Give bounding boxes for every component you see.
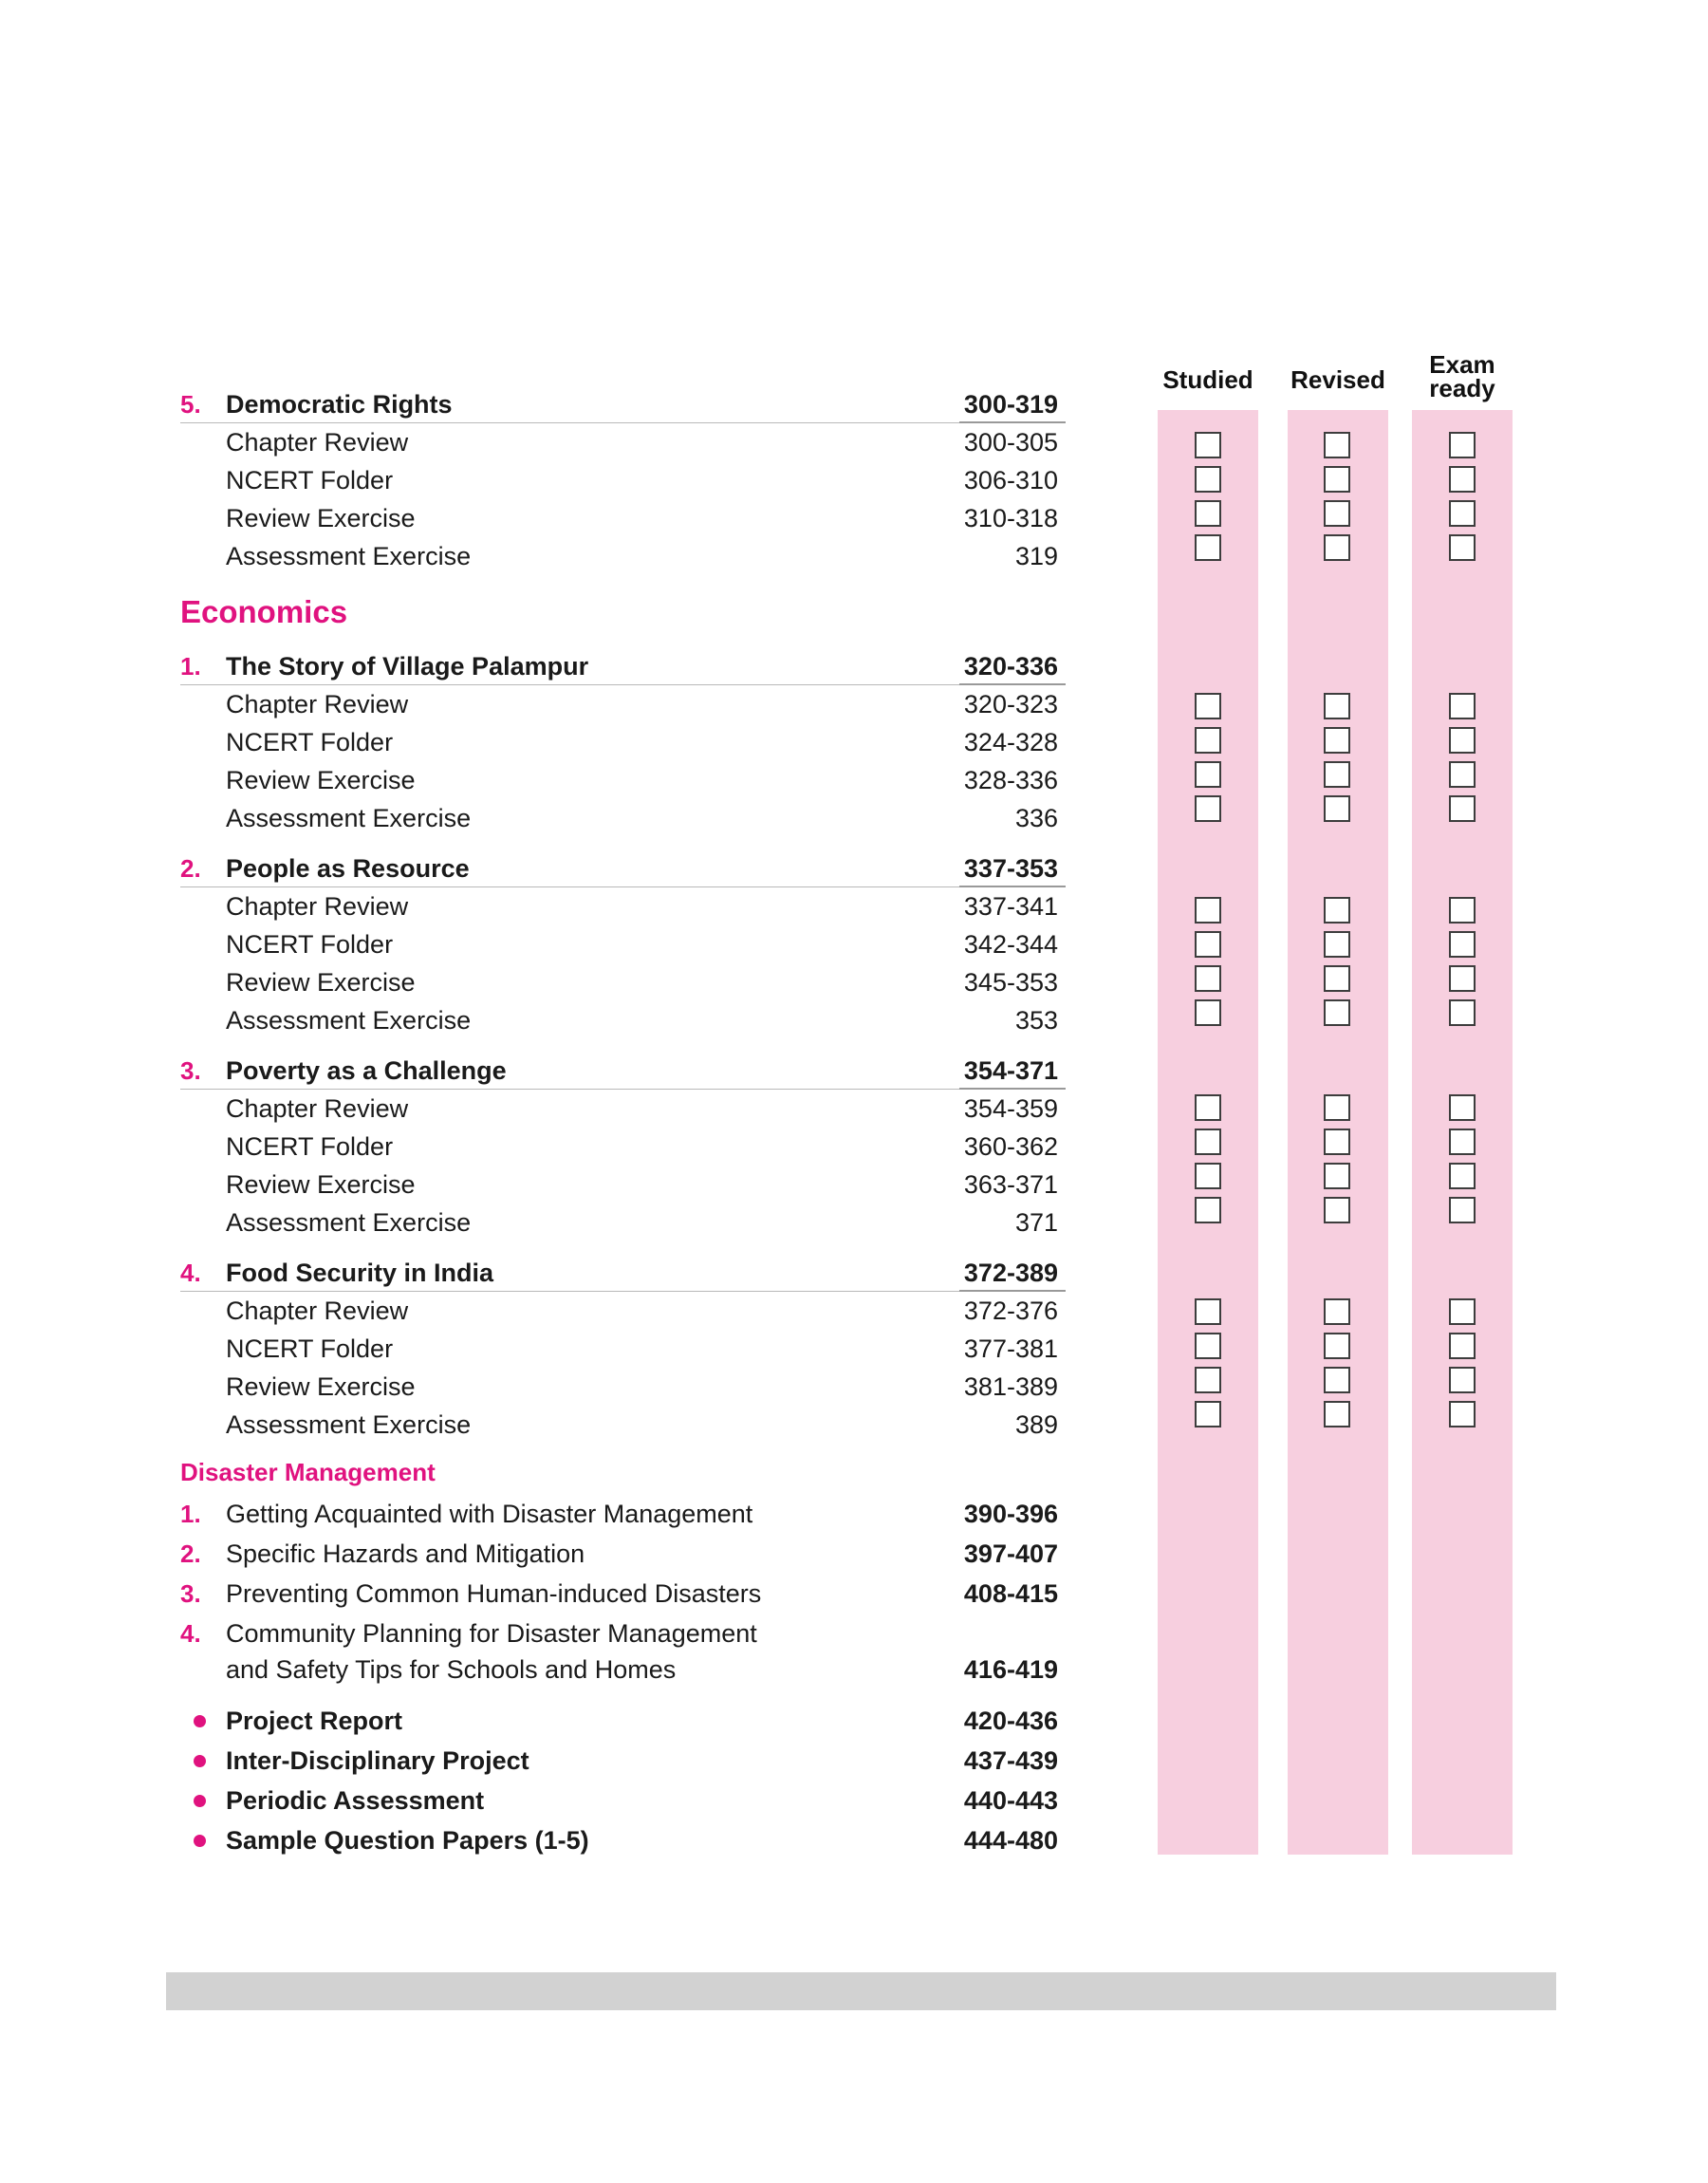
subsection-pages: 328-336 [963, 766, 1058, 794]
subsection-pages: 354-359 [963, 1094, 1058, 1123]
dm-item-pages: 390-396 [963, 1500, 1058, 1528]
subsection-label: Assessment Exercise [226, 1208, 472, 1237]
exam-ready-checkbox[interactable] [1449, 1298, 1476, 1325]
disaster-management-heading: Disaster Management [180, 1458, 436, 1486]
exam-ready-checkbox[interactable] [1449, 727, 1476, 754]
exam-ready-checkbox[interactable] [1449, 897, 1476, 924]
chapter-pages: 354-371 [963, 1056, 1058, 1085]
subsection-row [180, 1292, 1058, 1330]
extra-pages: 437-439 [963, 1746, 1058, 1775]
exam-ready-checkbox[interactable] [1449, 534, 1476, 561]
studied-checkbox[interactable] [1195, 931, 1221, 958]
exam-ready-checkbox[interactable] [1449, 693, 1476, 719]
subsection-label: Chapter Review [226, 690, 409, 718]
extra-pages: 444-480 [963, 1826, 1058, 1855]
subsection-label: Review Exercise [226, 1170, 416, 1199]
studied-checkbox[interactable] [1195, 795, 1221, 822]
subsection-row [180, 499, 1058, 537]
subsection-label: NCERT Folder [226, 1334, 394, 1363]
subsection-pages: 345-353 [963, 968, 1058, 997]
subsection-label: Chapter Review [226, 428, 409, 457]
subsection-pages: 353 [1014, 1006, 1058, 1035]
studied-checkbox[interactable] [1195, 1094, 1221, 1121]
chapter-number: 5. [180, 390, 201, 419]
subsection-pages: 336 [1014, 804, 1058, 832]
chapter-number: 3. [180, 1056, 201, 1085]
revised-checkbox[interactable] [1324, 727, 1350, 754]
subsection-pages: 360-362 [963, 1132, 1058, 1161]
subsection-label: Assessment Exercise [226, 542, 472, 570]
revised-header: Revised [1290, 365, 1385, 394]
dm-item-pages: 397-407 [963, 1539, 1058, 1568]
revised-checkbox[interactable] [1324, 1129, 1350, 1155]
subsection-label: Review Exercise [226, 1372, 416, 1401]
subsection-pages: 342-344 [963, 930, 1058, 959]
exam-ready-checkbox[interactable] [1449, 931, 1476, 958]
subsection-row [180, 799, 1058, 837]
extra-row [180, 1742, 1058, 1780]
studied-checkbox[interactable] [1195, 1298, 1221, 1325]
studied-checkbox[interactable] [1195, 999, 1221, 1026]
subsection-row [180, 1166, 1058, 1203]
subsection-pages: 377-381 [963, 1334, 1058, 1363]
subsection-label: NCERT Folder [226, 1132, 394, 1161]
revised-checkbox[interactable] [1324, 1094, 1350, 1121]
extra-title: Periodic Assessment [226, 1786, 485, 1815]
subsection-row [180, 963, 1058, 1001]
subsection-pages: 320-323 [963, 690, 1058, 718]
chapter-number: 1. [180, 652, 201, 681]
revised-checkbox[interactable] [1324, 897, 1350, 924]
studied-checkbox[interactable] [1195, 693, 1221, 719]
studied-checkbox[interactable] [1195, 1197, 1221, 1223]
subsection-pages: 300-305 [963, 428, 1058, 457]
studied-checkbox[interactable] [1195, 1129, 1221, 1155]
chapter-row [180, 1254, 1058, 1292]
dm-item-row [180, 1614, 1058, 1690]
exam-ready-checkbox[interactable] [1449, 1367, 1476, 1393]
dm-item-pages: 416-419 [963, 1655, 1058, 1684]
chapter-pages: 300-319 [963, 390, 1058, 419]
subsection-row [180, 1090, 1058, 1128]
extra-title: Project Report [226, 1707, 403, 1735]
subsection-row [180, 887, 1058, 925]
studied-checkbox[interactable] [1195, 897, 1221, 924]
revised-checkbox[interactable] [1324, 931, 1350, 958]
subsection-row [180, 1001, 1058, 1039]
subsection-row [180, 461, 1058, 499]
footer-bar [166, 1972, 1556, 2010]
exam-ready-checkbox[interactable] [1449, 999, 1476, 1026]
exam-ready-header-line2: ready [1429, 374, 1495, 402]
exam-ready-checkbox[interactable] [1449, 1333, 1476, 1359]
subsection-label: NCERT Folder [226, 466, 394, 494]
dm-item-row [180, 1535, 1058, 1573]
exam-ready-checkbox[interactable] [1449, 1129, 1476, 1155]
dm-item-title: Community Planning for Disaster Management [226, 1619, 757, 1648]
subsection-pages: 324-328 [963, 728, 1058, 756]
bullet-icon [194, 1795, 206, 1807]
revised-checkbox[interactable] [1324, 965, 1350, 992]
studied-checkbox[interactable] [1195, 965, 1221, 992]
chapter-pages: 320-336 [963, 652, 1058, 681]
chapter-number: 2. [180, 854, 201, 883]
dm-item-title: Getting Acquainted with Disaster Management [226, 1500, 753, 1528]
revised-checkbox[interactable] [1324, 466, 1350, 493]
subsection-label: Review Exercise [226, 766, 416, 794]
chapter-title: Democratic Rights [226, 390, 453, 419]
subsection-label: NCERT Folder [226, 930, 394, 959]
subsection-pages: 363-371 [963, 1170, 1058, 1199]
subsection-row [180, 537, 1058, 575]
exam-ready-header-line1: Exam [1429, 350, 1495, 379]
subsection-label: Assessment Exercise [226, 1006, 472, 1035]
extra-row [180, 1821, 1058, 1859]
extra-row [180, 1702, 1058, 1740]
chapter-row [180, 1052, 1058, 1090]
chapter-title: The Story of Village Palampur [226, 652, 589, 681]
subsection-pages: 372-376 [963, 1297, 1058, 1325]
studied-checkbox[interactable] [1195, 1367, 1221, 1393]
subsection-pages: 306-310 [963, 466, 1058, 494]
dm-item-title: Preventing Common Human-induced Disasters [226, 1579, 762, 1608]
extra-row [180, 1782, 1058, 1819]
chapter-pages: 372-389 [963, 1259, 1058, 1287]
chapter-row [180, 849, 1058, 887]
subsection-pages: 319 [1014, 542, 1058, 570]
dm-item-number: 2. [180, 1539, 201, 1568]
extra-title: Sample Question Papers (1-5) [226, 1826, 589, 1855]
dm-item-pages: 408-415 [963, 1579, 1058, 1608]
subsection-row [180, 761, 1058, 799]
chapter-title: Food Security in India [226, 1259, 494, 1287]
chapter-title: Poverty as a Challenge [226, 1056, 507, 1085]
revised-checkbox[interactable] [1324, 500, 1350, 527]
studied-checkbox[interactable] [1195, 1333, 1221, 1359]
extra-title: Inter-Disciplinary Project [226, 1746, 529, 1775]
bullet-icon [194, 1755, 206, 1767]
exam-ready-checkbox[interactable] [1449, 1197, 1476, 1223]
revised-checkbox[interactable] [1324, 1367, 1350, 1393]
subsection-pages: 337-341 [963, 892, 1058, 921]
revised-checkbox[interactable] [1324, 761, 1350, 788]
dm-item-number: 4. [180, 1619, 201, 1648]
subsection-label: Chapter Review [226, 892, 409, 921]
dm-item-row [180, 1575, 1058, 1613]
dm-item-title: Specific Hazards and Mitigation [226, 1539, 585, 1568]
exam-ready-checkbox[interactable] [1449, 432, 1476, 458]
dm-item-row [180, 1495, 1058, 1533]
bullet-icon [194, 1715, 206, 1727]
revised-checkbox[interactable] [1324, 795, 1350, 822]
exam-ready-checkbox[interactable] [1449, 761, 1476, 788]
studied-checkbox[interactable] [1195, 534, 1221, 561]
extra-pages: 440-443 [963, 1786, 1058, 1815]
subsection-label: Assessment Exercise [226, 1410, 472, 1439]
exam-ready-checkbox[interactable] [1449, 1094, 1476, 1121]
studied-checkbox[interactable] [1195, 500, 1221, 527]
chapter-pages: 337-353 [963, 854, 1058, 883]
revised-checkbox[interactable] [1324, 1401, 1350, 1427]
dm-item-number: 3. [180, 1579, 201, 1608]
subsection-pages: 310-318 [963, 504, 1058, 532]
subsection-row [180, 1128, 1058, 1166]
exam-ready-checkbox[interactable] [1449, 965, 1476, 992]
subsection-pages: 381-389 [963, 1372, 1058, 1401]
exam-ready-checkbox[interactable] [1449, 1401, 1476, 1427]
subsection-row [180, 1203, 1058, 1241]
subsection-row [180, 423, 1058, 461]
studied-checkbox[interactable] [1195, 466, 1221, 493]
chapter-row [180, 385, 1058, 423]
revised-checkbox[interactable] [1324, 1298, 1350, 1325]
subsection-label: Review Exercise [226, 504, 416, 532]
studied-checkbox[interactable] [1195, 1401, 1221, 1427]
studied-checkbox[interactable] [1195, 1163, 1221, 1189]
subsection-pages: 389 [1014, 1410, 1058, 1439]
studied-checkbox[interactable] [1195, 432, 1221, 458]
dm-item-number: 1. [180, 1500, 201, 1528]
revised-checkbox[interactable] [1324, 693, 1350, 719]
exam-ready-checkbox[interactable] [1449, 795, 1476, 822]
chapter-row [180, 647, 1058, 685]
exam-ready-checkbox[interactable] [1449, 1163, 1476, 1189]
extra-pages: 420-436 [963, 1707, 1058, 1735]
revised-checkbox[interactable] [1324, 534, 1350, 561]
subsection-pages: 371 [1014, 1208, 1058, 1237]
studied-checkbox[interactable] [1195, 727, 1221, 754]
studied-checkbox[interactable] [1195, 761, 1221, 788]
subsection-row [180, 1406, 1058, 1444]
chapter-title: People as Resource [226, 854, 470, 883]
subsection-row [180, 925, 1058, 963]
subsection-label: Review Exercise [226, 968, 416, 997]
exam-ready-header [1396, 350, 1529, 402]
bullet-icon [194, 1835, 206, 1847]
exam-ready-checkbox[interactable] [1449, 466, 1476, 493]
revised-checkbox[interactable] [1324, 1197, 1350, 1223]
subsection-row [180, 1368, 1058, 1406]
subsection-row [180, 1330, 1058, 1368]
revised-checkbox[interactable] [1324, 1163, 1350, 1189]
exam-ready-checkbox[interactable] [1449, 500, 1476, 527]
subsection-label: Assessment Exercise [226, 804, 472, 832]
subsection-row [180, 723, 1058, 761]
revised-checkbox[interactable] [1324, 1333, 1350, 1359]
subsection-row [180, 685, 1058, 723]
economics-heading: Economics [180, 594, 348, 629]
subsection-label: Chapter Review [226, 1094, 409, 1123]
subsection-label: Chapter Review [226, 1297, 409, 1325]
subsection-label: NCERT Folder [226, 728, 394, 756]
revised-checkbox[interactable] [1324, 999, 1350, 1026]
dm-item-title-line2: and Safety Tips for Schools and Homes [226, 1655, 677, 1684]
revised-checkbox[interactable] [1324, 432, 1350, 458]
studied-header: Studied [1162, 365, 1253, 394]
chapter-number: 4. [180, 1259, 201, 1287]
